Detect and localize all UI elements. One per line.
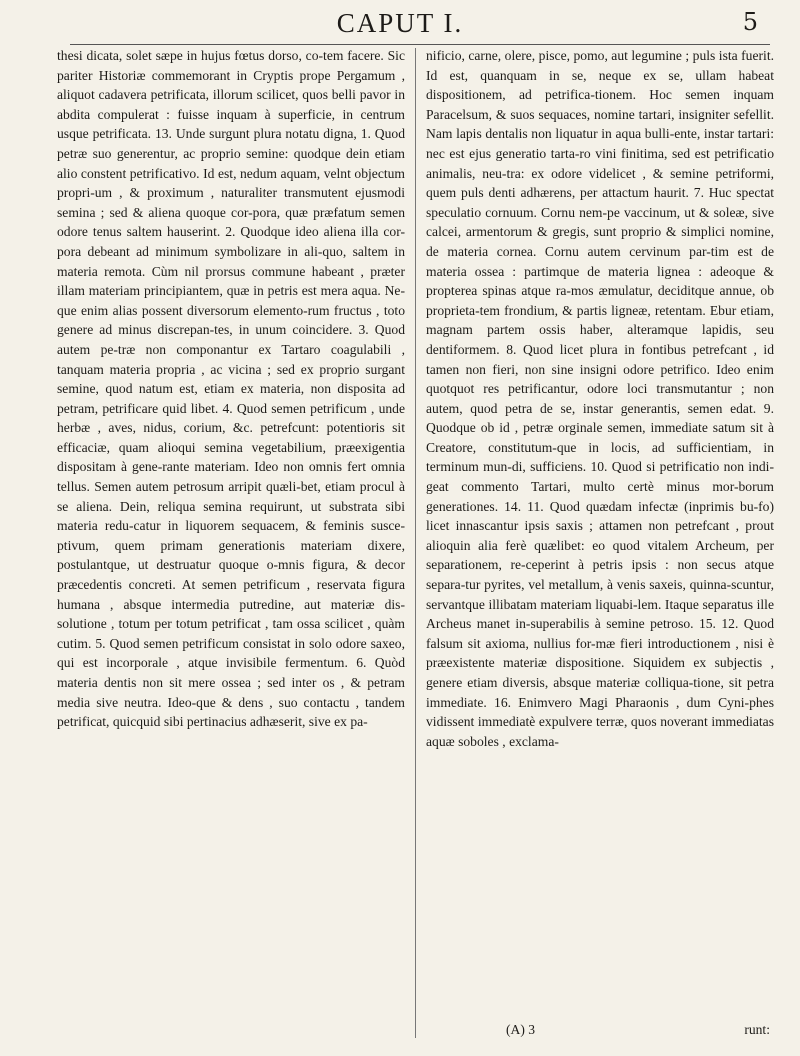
signature-mark: (A) 3 <box>506 1022 536 1037</box>
catchword: runt: <box>744 1022 770 1037</box>
page-footer <box>426 1022 774 1042</box>
right-column-text: nificio, carne, olere, pisce, pomo, aut legumine ; puls ista fuerit. Id est, quanquam in se, neque ex se, ullam habeat dispositionem, ad petrifica-tionem. Hoc semen inquam Paracelsum, & suos sequaces, nomine tartari, insigniter sefellit. Nam lapis dentalis non liquatur in aqua bulli-ente, instar tartari: nec est ejus generatio tarta-ro vini finitima, sed est petrificatio animalis, neu-tra: ex odore videlicet , & semine petriformi, quem puls denti adhærens, per attactum haurit. 7. Huc spectat speculatio cornuum. Cornu nem-pe vaccinum, ut & soleæ, sive calcei, armentorum & gregis, sunt proprio & simplici nomine, de materia cornea. Cornu autem cervinum par-tim est de materia ossea : partimque de materia lignea : adeoque & propterea spinas atque ra-mos æmulatur, deciditque annue, ob proprieta-tem frondium, & partis ligneæ, retentam. Ebur etiam, magnam partem ossis haber, alteramque lapidis, seu dentiformem. 8. Quod licet plura in fontibus petrefcant , id tamen non fieri, non sine insigni odore petrifico. Ideo enim quotquot res petrificantur, odore loci transmutantur ; non autem, quod petra de se, instar generantis, semen edat. 9. Quodque ob id , petræ orginale semen, immediate satum sit à Creatore, constitutum-que in locis, ad sufficientiam, in terminum mun-di, sufficiens. 10. Quod si petrificatio non indi-geat commento Tartari, multo certè minus mor-borum generationes. 14. 11. Quod quædam infectæ (inprimis bu-fo) licet innascantur ipsis saxis ; attamen non petrefcant , prout alioquin alia ferè quælibet: eo quod vitalem Archeum, per separationem, re-ceperint à petris ipsis : non secus atque separa-tur pyrites, vel metallum, à venis saxeis, quinna-scuntur, servantque illibatam materiam liquabi-lem. Itaque separatus ille Archeus manet in-superabilis à semine petroso. 15. 12. Quod falsum sit axioma, nullius for-mæ fieri introductionem , nisi è præexistente materiæ dispositione. Siquidem ex subjectis , genere etiam diversis, absque materiæ colliqua-tione, sit petra immediate. 16. Enimvero Magi Pharaonis , dum Cyni-phes vidissent immediatè expulvere terræ, quos noverant immediatas aquæ soboles , exclama- <box>426 48 774 749</box>
column-divider <box>415 48 416 1038</box>
right-column <box>426 46 774 1036</box>
left-column-text: thesi dicata, solet sæpe in hujus fœtus dorso, co-tem facere. Sic pariter Historiæ commemorant in Cryptis prope Pergamum , aliquot cadavera petrificata, illorum scilicet, quos belli pavor in abdita compulerat : fuisse inquam à superficie, in centrum usque petrificata. 13. Unde surgunt plura notatu digna, 1. Quod petræ suo generentur, ac proprio semine: quodque dein etiam alio constent petrificativo. Id est, nedum aquam, velnt objectum propri-um , & proximum , naturaliter transmutent ejusmodi semina ; sed & aliena quoque cor-pora, quæ præfatum semen odore tenus saltem hauserint. 2. Quodque ideo aliena illa cor-pora debeant ad minimum symbolizare in ali-quo, saltem in materia remota. Cùm nil prorsus commune habeant , præter illam materiam principiantem, quæ in petris est mera aqua. Ne-que enim alias possent diversorum elemento-rum fructus , toto genere ad minus discrepan-tes, in unum coincidere. 3. Quod autem pe-træ non componantur ex Tartaro coagulabili , tanquam materia propria , ac vicina ; sed ex proprio surgant semine, quod natum est, etiam ex materia, non disposita ad petram, petrificare quid libet. 4. Quod semen petrificum , unde herbæ , aves, nidus, corium, &c. petrefcunt: potentioris sit efficaciæ, quam alioqui semina vegetabilium, præexigentia dispositam à gene-rante materiam. Ideo non omnis fert omnia tellus. Semen autem petrosum arripit quæli-bet, etiam procul à se aliena. Dein, reliqua semina requirunt, ut substrata sibi materia redu-catur in liquorem sequacem, & feminis susce-ptivum, quem primam generationis materiam dixere, postulantque, ut destruatur quoque o-mnis figura, & decor præcedentis concreti. At semen petrificum , reservata figura humana , absque intermedia putredine, aut materiæ dis-solutione , totum per totum petrificat , tam ossa scilicet , quàm cutim. 5. Quod semen petrificum consistat in solo odore saxeo, qui est incorporale , atque invisibile fermentum. 6. Quòd materia dentis non sit mere ossea ; sed inter os , & petram media sive neutra. Ideo-que & dens , suo contactu , tandem petrificat, quicquid sibi pertinacius adhæserit, sive ex pa- <box>57 48 405 730</box>
chapter-title: CAPUT I. <box>336 8 464 38</box>
left-column <box>57 46 405 1036</box>
header-rule <box>70 44 770 45</box>
running-header <box>0 6 800 40</box>
page-number: 5 <box>742 8 758 36</box>
